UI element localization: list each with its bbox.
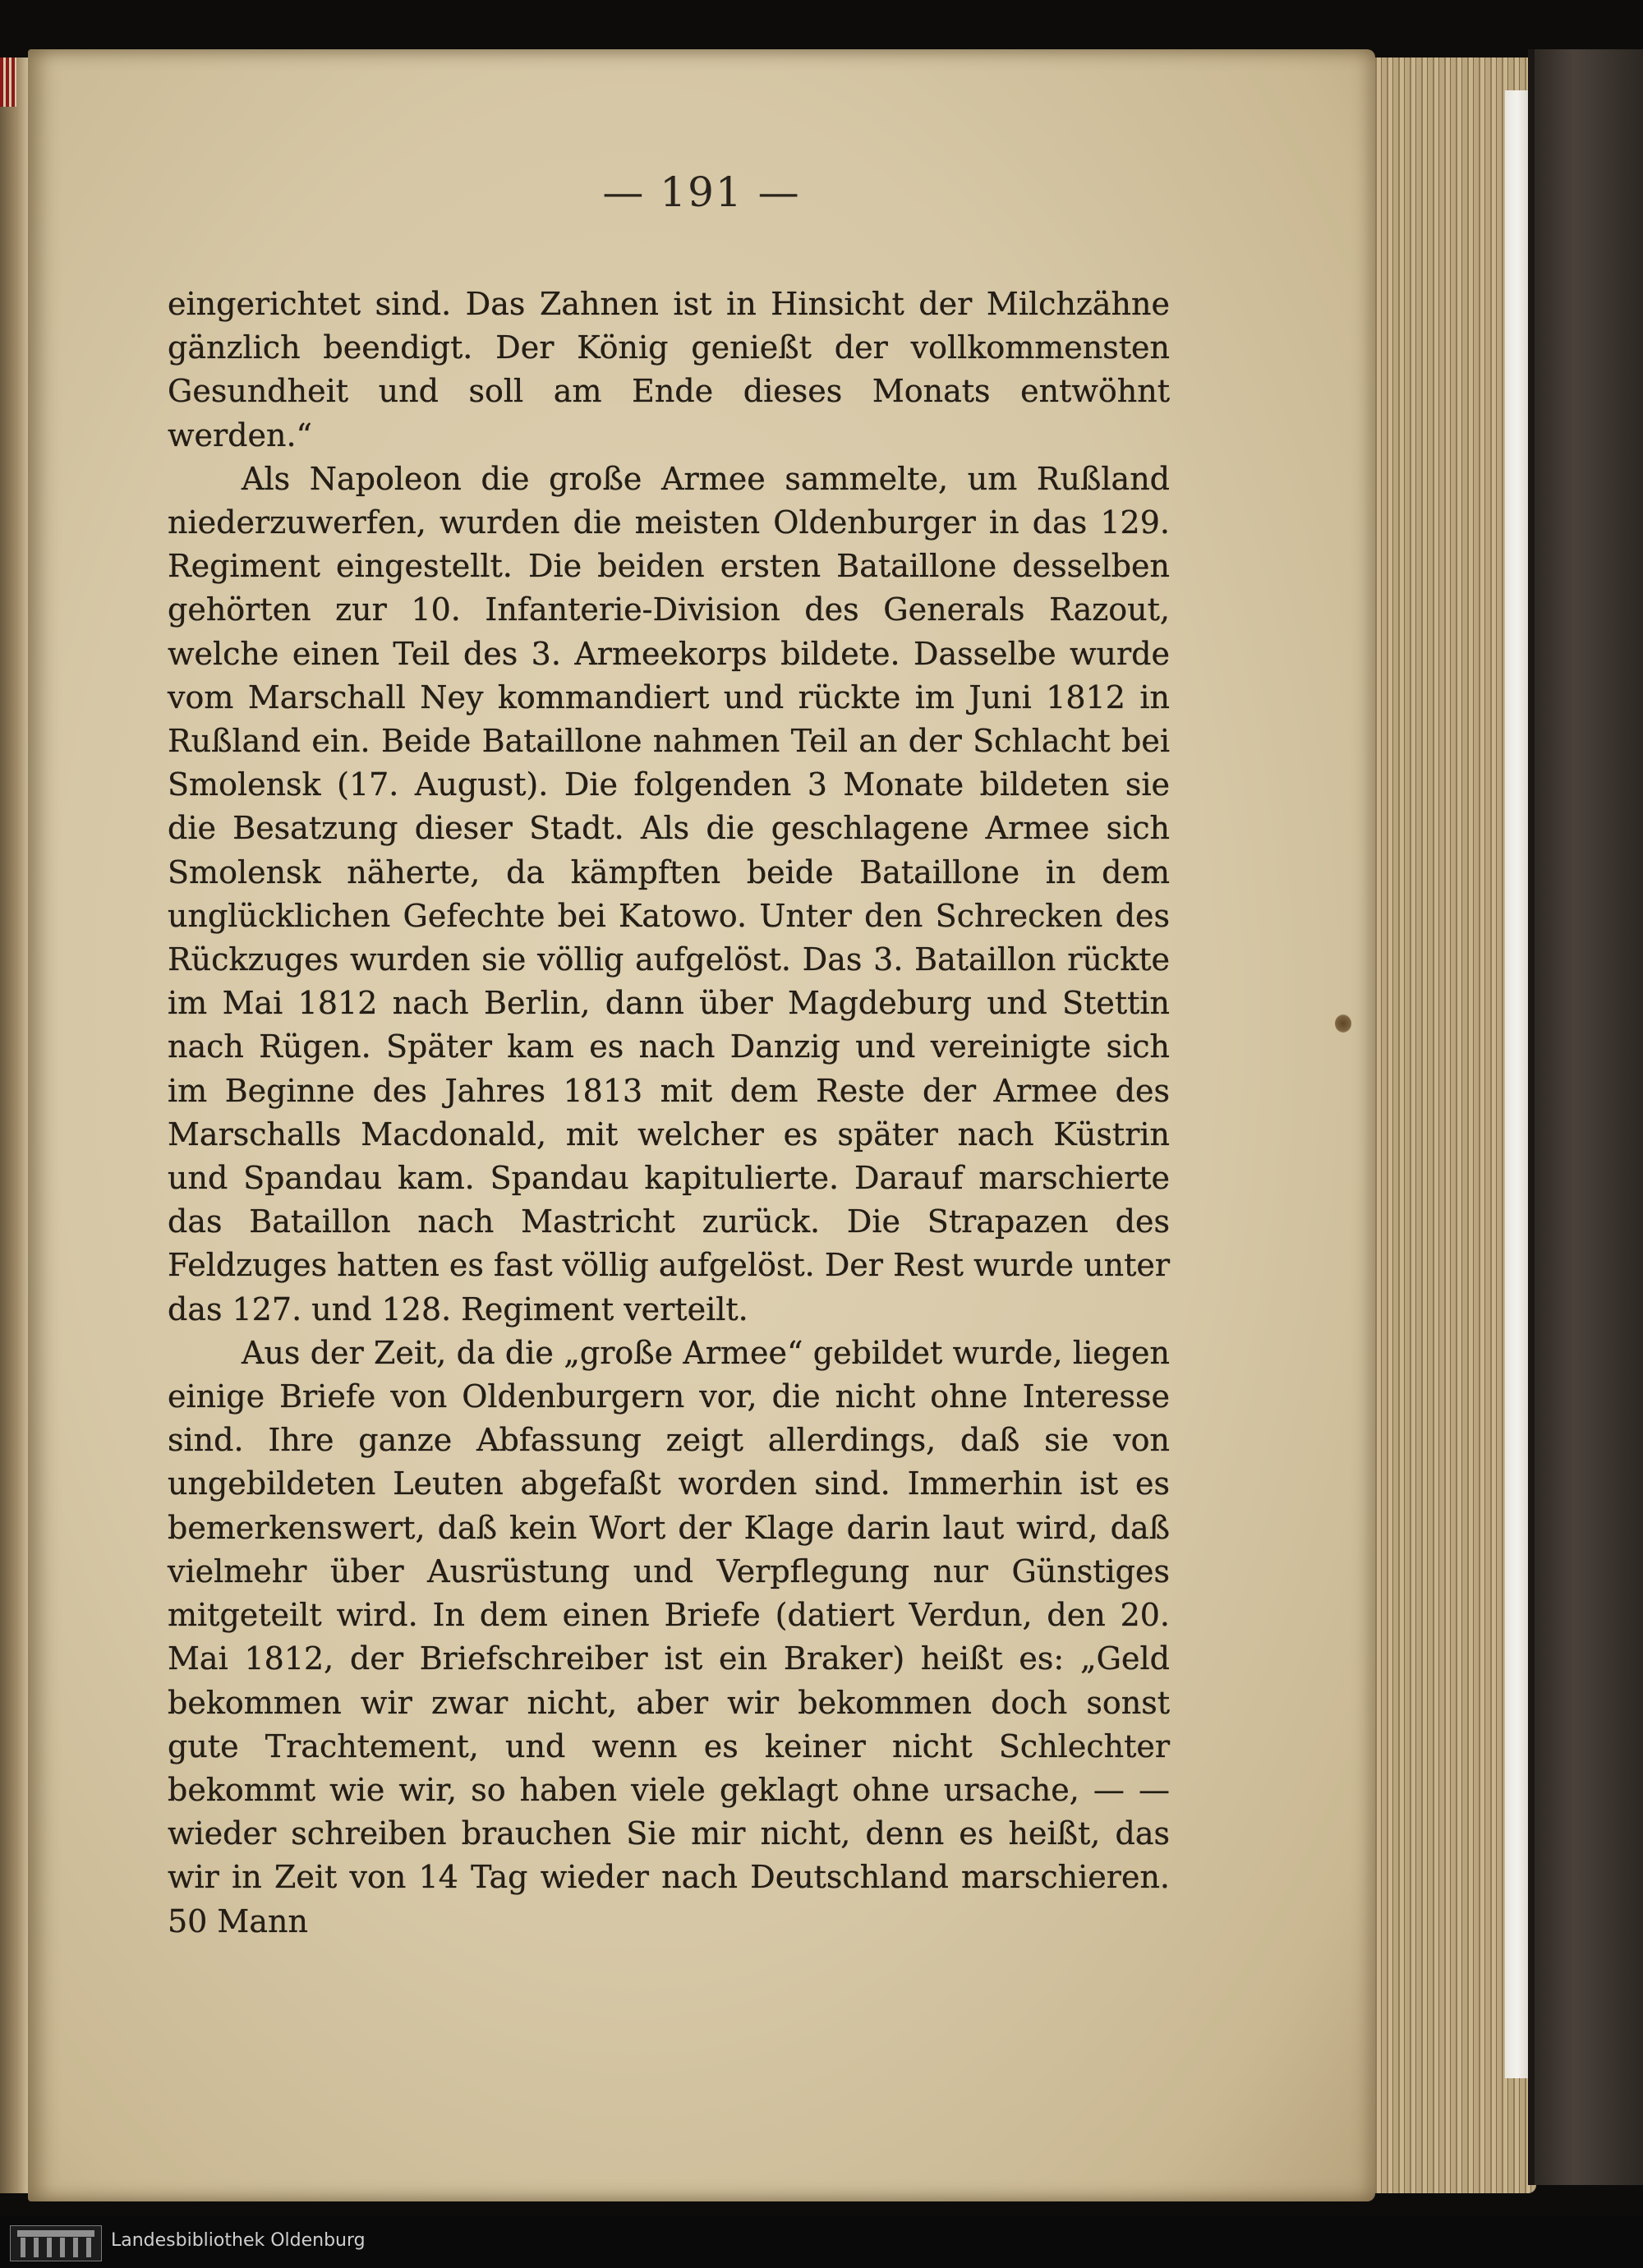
- book-cover: [1528, 49, 1643, 2185]
- inserted-white-sheet: [1505, 90, 1530, 2078]
- body-text: [168, 283, 1170, 1944]
- page-number: — 191 —: [602, 168, 801, 216]
- paragraph-1: eingerichtet sind. Das Zahnen ist in Hinsicht der Milchzähne gänzlich beendigt. Der König genießt der vollkommensten Gesundheit und soll am Ende dieses Monats entwöhnt werden.“: [168, 286, 1170, 453]
- paper-stain: [1335, 1014, 1351, 1033]
- library-footer: [0, 2215, 1643, 2268]
- previous-page-edge: [0, 58, 28, 2193]
- book-page: [28, 49, 1375, 2201]
- binding-thread: [0, 58, 16, 107]
- paragraph-2: Als Napoleon die große Armee sammelte, um Rußland niederzuwerfen, wurden die meisten Oldenburger in das 129. Regiment eingestellt. Die beiden ersten Bataillone desselben gehörten zur 10. Infanterie-Division des Generals Razout, welche einen Teil des 3. Armeekorps bildete. Dasselbe wurde vom Marschall Ney kommandiert und rückte im Juni 1812 in Rußland ein. Beide Bataillone nahmen Teil an der Schlacht bei Smolensk (17. August). Die folgenden 3 Monate bildeten sie die Besatzung dieser Stadt. Als die geschlagene Armee sich Smolensk näherte, da kämpften beide Bataillone in dem unglücklichen Gefechte bei Katowo. Unter den Schrecken des Rückzuges wurden sie völlig aufgelöst. Das 3. Bataillon rückte im Mai 1812 nach Berlin, dann über Magdeburg und Stettin nach Rügen. Später kam es nach Danzig und vereinigte sich im Beginne des Jahres 1813 mit dem Reste der Armee des Marschalls Macdonald, mit welcher es später nach Küstrin und Spandau kam. Spandau kapitulierte. Darauf marschierte das Bataillon nach Mastricht zurück. Die Strapazen des Feldzuges hatten es fast völlig aufgelöst. Der Rest wurde unter das 127. und 128. Regiment verteilt.: [168, 460, 1170, 1327]
- library-logo-icon: [10, 2225, 102, 2261]
- paragraph-3: Aus der Zeit, da die „große Armee“ gebildet wurde, liegen einige Briefe von Oldenburgern vor, die nicht ohne Interesse sind. Ihre ganze Abfassung zeigt allerdings, daß sie von ungebildeten Leuten abgefaßt worden sind. Immerhin ist es bemerkenswert, daß kein Wort der Klage darin laut wird, daß vielmehr über Ausrüstung und Verpflegung nur Günstiges mitgeteilt wird. In dem einen Briefe (datiert Verdun, den 20. Mai 1812, der Briefschreiber ist ein Braker) heißt es: „Geld bekommen wir zwar nicht, aber wir bekommen doch sonst gute Trachtement, und wenn es keiner nicht Schlechter bekommt wie wir, so haben viele geklagt ohne ursache, — — wieder schreiben brauchen Sie mir nicht, denn es heißt, das wir in Zeit von 14 Tag wieder nach Deutschland marschieren. 50 Mann: [168, 1334, 1170, 1939]
- library-name: Landesbibliothek Oldenburg: [111, 2230, 366, 2251]
